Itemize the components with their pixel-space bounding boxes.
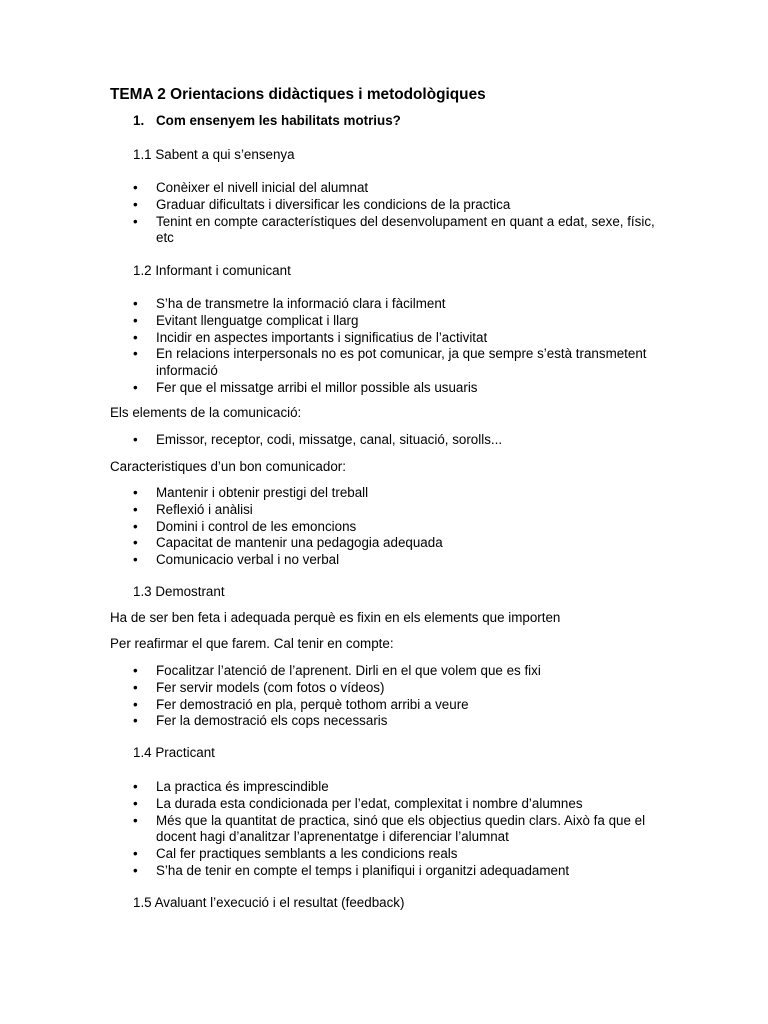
bullet-icon: •: [133, 213, 138, 229]
list-item: • En relacions interpersonals no es pot comunicar, ja que sempre s’està transmetent informació: [133, 346, 647, 379]
paragraph: Per reafirmar el que farem. Cal tenir en compte:: [110, 636, 394, 651]
list-item: • Més que la quantitat de practica, sinó que els objectius quedin clars. Això fa que el docent hagi d’analitzar l’aprenentatge i diferenciar l’alumnat: [133, 812, 646, 845]
bullet-icon: •: [133, 329, 138, 345]
list-item: • Comunicacio verbal i no verbal: [133, 552, 340, 568]
section-heading-1-4: 1.4 Practicant: [133, 745, 215, 760]
item-text: Com ensenyem les habilitats motrius?: [156, 113, 401, 128]
bullet-list-caracteristiques: [133, 485, 673, 569]
list-item: • Evitant llenguatge complicat i llarg: [133, 312, 359, 328]
bullet-list-1-3: [133, 663, 673, 730]
list-item: • Conèixer el nivell inicial del alumnat: [133, 180, 369, 195]
list-item: • Fer servir models (com fotos o vídeos): [133, 679, 385, 695]
elements-heading: Els elements de la comunicació:: [110, 405, 302, 420]
caracteristiques-heading: Caracteristiques d’un bon comunicador:: [110, 459, 346, 474]
section-heading-1-2: 1.2 Informant i comunicant: [133, 263, 291, 278]
list-item: • Tenint en compte característiques del desenvolupament en quant a edat, sexe, físic, etc: [133, 213, 655, 246]
list-item: • Emissor, receptor, codi, missatge, canal, situació, sorolls...: [133, 432, 503, 447]
bullet-icon: •: [133, 846, 138, 862]
bullet-icon: •: [133, 795, 138, 811]
list-item: • Graduar dificultats i diversificar les condicions de la practica: [133, 196, 511, 212]
bullet-icon: •: [133, 812, 138, 828]
bullet-icon: •: [133, 552, 138, 568]
list-item: • Capacitat de mantenir una pedagogia adequada: [133, 535, 443, 551]
bullet-list-elements: [133, 432, 673, 449]
bullet-list-1-4: [133, 779, 673, 880]
list-item: • Mantenir i obtenir prestigi del treball: [133, 485, 369, 500]
bullet-icon: •: [133, 518, 138, 534]
bullet-icon: •: [133, 679, 138, 695]
bullet-icon: •: [133, 696, 138, 712]
list-item: • Fer demostració en pla, perquè tothom arribi a veure: [133, 696, 469, 712]
bullet-icon: •: [133, 501, 138, 517]
bullet-icon: •: [133, 432, 138, 447]
list-item: • Reflexió i anàlisi: [133, 501, 253, 517]
bullet-icon: •: [133, 296, 138, 311]
bullet-icon: •: [133, 196, 138, 212]
list-item: • S’ha de tenir en compte el temps i planifiqui i organitzi adequadament: [133, 862, 570, 878]
section-heading-1-1: 1.1 Sabent a qui s’ensenya: [133, 147, 295, 162]
bullet-icon: •: [133, 862, 138, 878]
list-item: • S’ha de transmetre la informació clara i fàcilment: [133, 296, 446, 311]
bullet-icon: •: [133, 379, 138, 395]
list-item: • Fer que el missatge arribi el millor possible als usuaris: [133, 379, 478, 395]
bullet-icon: •: [133, 713, 138, 729]
section-heading-1-5: 1.5 Avaluant l’execució i el resultat (feedback): [133, 895, 405, 910]
list-item: • La practica és imprescindible: [133, 779, 329, 794]
item-number: 1.: [133, 113, 145, 128]
paragraph: Ha de ser ben feta i adequada perquè es fixin en els elements que importen: [110, 610, 561, 625]
bullet-list-1-2: [133, 296, 673, 397]
bullet-icon: •: [133, 312, 138, 328]
bullet-icon: •: [133, 180, 138, 195]
list-item: • Fer la demostració els cops necessaris: [133, 713, 388, 729]
bullet-icon: •: [133, 535, 138, 551]
list-item: • Incidir en aspectes importants i significatius de l’activitat: [133, 329, 488, 345]
list-item: • La durada esta condicionada per l’edat, complexitat i nombre d’alumnes: [133, 795, 583, 811]
bullet-icon: •: [133, 779, 138, 794]
list-item: • Focalitzar l’atenció de l’aprenent. Dirli en el que volem que es fixi: [133, 663, 541, 678]
bullet-icon: •: [133, 485, 138, 500]
list-item: • Cal fer practiques semblants a les condicions reals: [133, 846, 458, 862]
bullet-list-1-1: [133, 180, 673, 247]
bullet-icon: •: [133, 663, 138, 678]
list-item: • Domini i control de les emoncions: [133, 518, 357, 534]
bullet-icon: •: [133, 346, 138, 362]
section-heading-1-3: 1.3 Demostrant: [133, 584, 225, 599]
document-title: TEMA 2 Orientacions didàctiques i metodològiques: [110, 86, 486, 103]
